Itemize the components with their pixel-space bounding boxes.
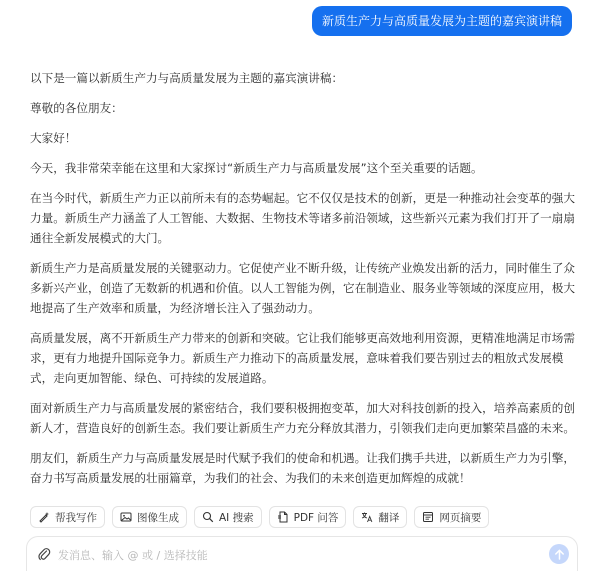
search-icon (202, 511, 214, 523)
user-message-bubble: 新质生产力与高质量发展为主题的嘉宾演讲稿 (312, 6, 572, 36)
reply-greeting: 大家好！ (30, 131, 77, 145)
reply-paragraph-6: 朋友们，新质生产力与高质量发展是时代赋予我们的使命和机遇。让我们携手共进，以新质生产力为引擎，奋力书写高质量发展的壮丽篇章，为我们的社会、为我们的未来创造更加辉煌的成就！ (30, 451, 575, 485)
pen-sparkle-icon (38, 511, 50, 523)
quick-action-label: PDF 问答 (293, 511, 339, 524)
reply-paragraph-3: 新质生产力是高质量发展的关键驱动力。它促使产业不断升级，让传统产业焕发出新的活力，同时催生了众多新兴产业，创造了无数新的机遇和价值。以人工智能为例，它在制造业、服务业等领域的深度应用，极大地提高了生产效率和质量，为经济增长注入了强劲动力。 (30, 261, 575, 315)
image-icon (120, 511, 132, 523)
quick-action-label: 图像生成 (137, 511, 179, 524)
quick-action-summary-button[interactable] (414, 506, 489, 528)
quick-action-write-button[interactable] (30, 506, 105, 528)
translate-icon (361, 511, 373, 523)
quick-action-translate-button[interactable] (353, 506, 407, 528)
quick-action-label: 帮我写作 (55, 511, 97, 524)
quick-action-label: 网页摘要 (439, 511, 482, 524)
assistant-reply (30, 68, 578, 498)
quick-action-image-button[interactable] (112, 506, 187, 528)
quick-action-search-button[interactable] (194, 506, 262, 528)
message-input[interactable]: 发消息、输入 @ 或 / 选择技能 (58, 549, 208, 562)
quick-action-label: 翻译 (378, 511, 400, 524)
reply-paragraph-5: 面对新质生产力与高质量发展的紧密结合，我们要积极拥抱变革，加大对科技创新的投入，培养高素质的创新人才，营造良好的创新生态。我们要让新质生产力充分释放其潜力，引领我们走向更加繁荣昌盛的未来。 (30, 401, 575, 435)
reply-paragraph-2: 在当今时代，新质生产力正以前所未有的态势崛起。它不仅仅是技术的创新，更是一种推动社会变革的强大力量。新质生产力涵盖了人工智能、大数据、生物技术等诸多前沿领域，这些新兴元素为我们打开了一扇扇通往全新发展模式的大门。 (30, 191, 575, 245)
reply-paragraph-4: 高质量发展，离不开新质生产力带来的创新和突破。它让我们能够更高效地利用资源，更精准地满足市场需求，更有力地提升国际竞争力。新质生产力推动下的高质量发展，意味着我们要告别过去的粗放式发展模式，走向更加智能、绿色、可持续的发展道路。 (30, 331, 575, 385)
quick-action-pdf-button[interactable] (269, 506, 347, 528)
webpage-icon (422, 511, 434, 523)
reply-intro: 以下是一篇以新质生产力与高质量发展为主题的嘉宾演讲稿： (30, 71, 344, 85)
document-icon (277, 511, 289, 523)
message-composer (26, 536, 578, 571)
quick-action-label: AI 搜索 (219, 511, 254, 524)
reply-paragraph-1: 今天，我非常荣幸能在这里和大家探讨“新质生产力与高质量发展”这个至关重要的话题。 (30, 161, 483, 175)
attachment-icon[interactable] (37, 546, 51, 562)
arrow-up-icon (554, 549, 565, 560)
send-button[interactable] (549, 544, 569, 564)
reply-salutation: 尊敬的各位朋友： (30, 101, 123, 115)
quick-actions-bar (30, 506, 489, 528)
